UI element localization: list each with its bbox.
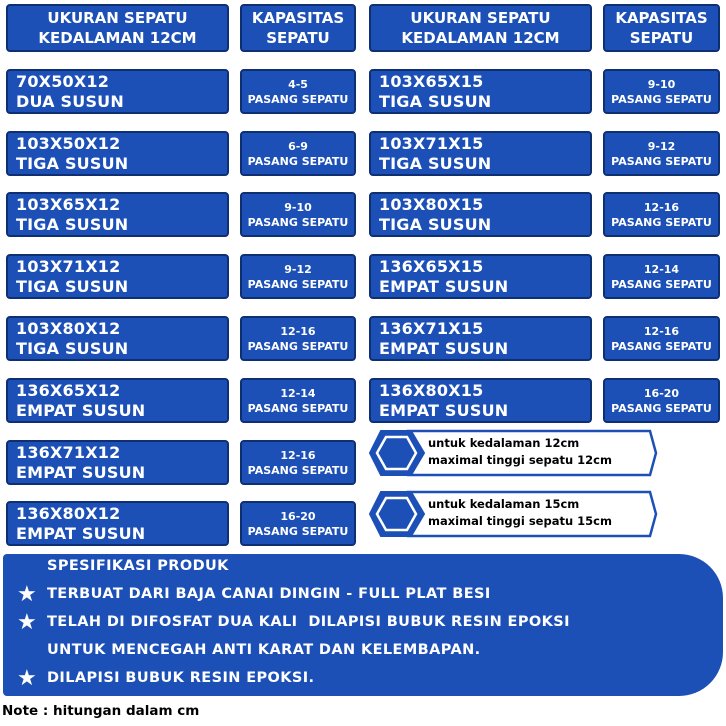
size-label: 136X80X15: [379, 381, 484, 400]
capacity-unit: PASANG SEPATU: [247, 154, 349, 168]
size-label: 136X71X15: [379, 319, 484, 338]
note-line2: maximal tinggi sepatu 12cm: [428, 453, 612, 467]
capacity-box: [603, 192, 720, 237]
size-label: 103X65X15: [379, 72, 484, 91]
size-box: [6, 316, 229, 361]
capacity-box: [240, 254, 356, 299]
size-box: [6, 440, 229, 485]
capacity-box: [240, 440, 356, 485]
spec-title: SPESIFIKASI PRODUK: [47, 558, 229, 574]
size-label: 136X80X12: [16, 504, 121, 523]
size-box: [6, 192, 229, 237]
size-box: [6, 131, 229, 176]
size-box: [369, 378, 592, 423]
size-box: [6, 254, 229, 299]
capacity-range: 12-16: [643, 324, 680, 338]
capacity-unit: PASANG SEPATU: [247, 401, 349, 415]
size-label: 103X71X15: [379, 134, 484, 153]
capacity-box: [240, 131, 356, 176]
capacity-box: [603, 69, 720, 114]
capacity-unit: PASANG SEPATU: [611, 154, 712, 168]
depth-note-15cm: [368, 489, 658, 539]
capacity-range: 16-20: [643, 386, 680, 400]
size-label: 136X65X15: [379, 257, 484, 276]
header-kapasitas-right: [603, 4, 720, 52]
capacity-range: 12-16: [280, 324, 316, 338]
capacity-box: [240, 501, 356, 546]
size-box: [6, 69, 229, 114]
capacity-range: 9-10: [647, 77, 676, 91]
tier-label: TIGA SUSUN: [16, 277, 129, 296]
capacity-box: [603, 131, 720, 176]
size-label: 103X80X12: [16, 319, 121, 338]
capacity-range: 16-20: [280, 509, 316, 523]
capacity-box: [603, 378, 720, 423]
capacity-box: [240, 378, 356, 423]
size-box: [369, 316, 592, 361]
header-ukuran-left: [6, 4, 229, 52]
spec-line: TELAH DI DIFOSFAT DUA KALI DILAPISI BUBUK RESIN EPOKSI: [47, 614, 570, 630]
spec-line: UNTUK MENCEGAH ANTI KARAT DAN KELEMBAPAN.: [47, 642, 481, 658]
capacity-range: 9-10: [284, 200, 312, 214]
size-label: 136X71X12: [16, 443, 121, 462]
size-box: [6, 501, 229, 546]
depth-note-12cm: [368, 428, 658, 478]
spec-panel: [3, 554, 723, 696]
tier-label: EMPAT SUSUN: [16, 401, 146, 420]
tier-label: EMPAT SUSUN: [379, 339, 509, 358]
capacity-unit: PASANG SEPATU: [247, 215, 349, 229]
size-label: 70X50X12: [16, 72, 110, 91]
header-kapasitas-line1: KAPASITAS: [615, 9, 708, 27]
size-label: 103X65X12: [16, 195, 121, 214]
note-line1: untuk kedalaman 12cm: [428, 436, 580, 450]
capacity-box: [240, 69, 356, 114]
capacity-unit: PASANG SEPATU: [247, 277, 349, 291]
capacity-unit: PASANG SEPATU: [247, 92, 349, 106]
capacity-range: 6-9: [288, 139, 308, 153]
note-line2: maximal tinggi sepatu 15cm: [428, 514, 612, 528]
spec-line: DILAPISI BUBUK RESIN EPOKSI.: [47, 670, 315, 686]
tier-label: EMPAT SUSUN: [379, 277, 509, 296]
size-box: [369, 192, 592, 237]
capacity-range: 12-16: [280, 448, 316, 462]
tier-label: TIGA SUSUN: [16, 215, 129, 234]
capacity-unit: PASANG SEPATU: [611, 339, 712, 353]
capacity-range: 12-16: [643, 200, 680, 214]
spec-line: TERBUAT DARI BAJA CANAI DINGIN - FULL PLAT BESI: [47, 586, 491, 602]
header-ukuran-line2: KEDALAMAN 12CM: [38, 29, 197, 47]
capacity-unit: PASANG SEPATU: [247, 339, 349, 353]
note-line1: untuk kedalaman 15cm: [428, 497, 580, 511]
tier-label: EMPAT SUSUN: [16, 463, 146, 482]
capacity-range: 9-12: [284, 262, 312, 276]
header-kapasitas-line1: KAPASITAS: [251, 9, 345, 27]
star-icon: ★: [17, 666, 37, 691]
header-kapasitas-line2: SEPATU: [266, 29, 330, 47]
size-box: [369, 131, 592, 176]
tier-label: TIGA SUSUN: [16, 339, 129, 358]
size-box: [369, 254, 592, 299]
capacity-range: 12-14: [643, 262, 680, 276]
capacity-box: [603, 316, 720, 361]
capacity-range: 12-14: [280, 386, 316, 400]
size-box: [369, 69, 592, 114]
tier-label: DUA SUSUN: [16, 92, 124, 111]
capacity-unit: PASANG SEPATU: [247, 524, 349, 538]
header-ukuran-line1: UKURAN SEPATU: [47, 9, 188, 27]
capacity-unit: PASANG SEPATU: [247, 463, 349, 477]
header-ukuran-line2: KEDALAMAN 12CM: [401, 29, 560, 47]
size-label: 103X50X12: [16, 134, 121, 153]
capacity-unit: PASANG SEPATU: [611, 277, 712, 291]
capacity-unit: PASANG SEPATU: [611, 92, 712, 106]
tier-label: TIGA SUSUN: [379, 154, 492, 173]
capacity-box: [240, 192, 356, 237]
size-label: 136X65X12: [16, 381, 121, 400]
size-box: [6, 378, 229, 423]
capacity-unit: PASANG SEPATU: [611, 401, 712, 415]
star-icon: ★: [17, 582, 37, 607]
star-icon: ★: [17, 610, 37, 635]
header-ukuran-right: [369, 4, 592, 52]
tier-label: EMPAT SUSUN: [16, 524, 146, 543]
tier-label: EMPAT SUSUN: [379, 401, 509, 420]
capacity-range: 9-12: [647, 139, 676, 153]
tier-label: TIGA SUSUN: [379, 92, 492, 111]
size-label: 103X71X12: [16, 257, 121, 276]
header-kapasitas-line2: SEPATU: [629, 29, 694, 47]
tier-label: TIGA SUSUN: [379, 215, 492, 234]
capacity-unit: PASANG SEPATU: [611, 215, 712, 229]
tier-label: TIGA SUSUN: [16, 154, 129, 173]
capacity-box: [603, 254, 720, 299]
footnote: Note : hitungan dalam cm: [2, 703, 200, 719]
header-ukuran-line1: UKURAN SEPATU: [410, 9, 551, 27]
capacity-box: [240, 316, 356, 361]
size-label: 103X80X15: [379, 195, 484, 214]
capacity-range: 4-5: [288, 77, 308, 91]
header-kapasitas-left: [240, 4, 356, 52]
